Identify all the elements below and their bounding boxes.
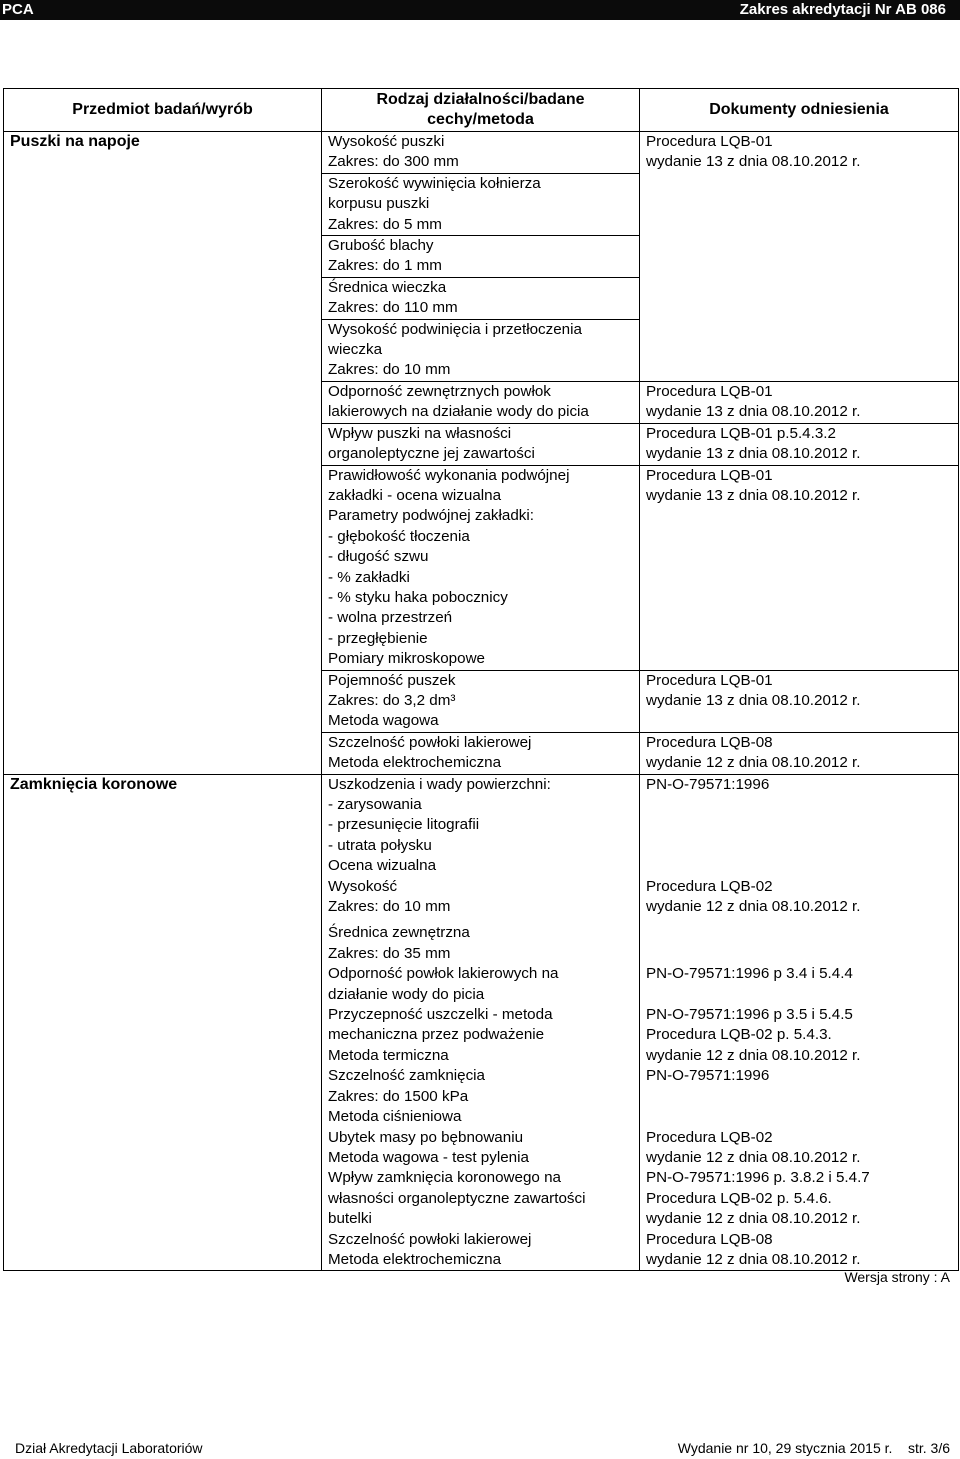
doc-cell [640, 423, 959, 465]
method-line: Przyczepność uszczelki - metoda [328, 1006, 553, 1024]
method-line: Zakres: do 10 mm [328, 898, 451, 916]
doc-line: wydanie 13 z dnia 08.10.2012 r. [646, 153, 861, 171]
method-line: Zakres: do 1500 kPa [328, 1087, 469, 1105]
table-row [4, 774, 959, 1271]
doc-cell [640, 732, 959, 774]
method-line: - przegłębienie [328, 629, 428, 647]
method-line: Zakres: do 35 mm [328, 944, 451, 962]
accreditation-table [3, 88, 959, 1271]
spacer [646, 856, 954, 876]
method-line: Odporność powłok lakierowych na [328, 965, 559, 983]
doc-line: PN-O-79571:1996 [646, 775, 770, 793]
method-line: Zakres: do 1 mm [328, 257, 442, 275]
doc-line: Procedura LQB-02 [646, 877, 773, 895]
method-cell [322, 132, 640, 382]
method-line: Ubytek masy po bębnowaniu [328, 1128, 524, 1146]
method-line: - utrata połysku [328, 836, 432, 854]
spacer [646, 836, 954, 856]
spacer [646, 795, 954, 815]
page-version-note: Wersja strony : A [844, 1269, 950, 1285]
method-line: Grubość blachy [328, 237, 434, 255]
method-line: Zakres: do 5 mm [328, 215, 442, 233]
method-cell [322, 774, 640, 1271]
method-line: Ocena wizualna [328, 857, 437, 875]
method-line: Metoda elektrochemiczna [328, 1250, 502, 1268]
footer-right: Wydanie nr 10, 29 stycznia 2015 r. str. 3/6 [677, 1440, 950, 1456]
doc-cell [640, 670, 959, 732]
method-line: Szczelność zamknięcia [328, 1067, 485, 1085]
method-line: organoleptyczne jej zawartości [328, 445, 535, 463]
method-line: - długość szwu [328, 548, 429, 566]
method-line: Metoda wagowa [328, 712, 439, 730]
method-line: Metoda wagowa - test pylenia [328, 1148, 529, 1166]
table-header-row [4, 89, 959, 132]
method-line: Szczelność powłoki lakierowej [328, 733, 532, 751]
doc-line: Procedura LQB-01 [646, 466, 773, 484]
subject-cell [4, 774, 322, 1271]
method-line: Odporność zewnętrznych powłok [328, 382, 551, 400]
table-row [4, 132, 959, 382]
method-cell [322, 423, 640, 465]
method-line: korpusu puszki [328, 195, 430, 213]
method-line: - % zakładki [328, 568, 410, 586]
doc-line: PN-O-79571:1996 p 3.4 i 5.4.4 [646, 965, 853, 983]
method-line: Parametry podwójnej zakładki: [328, 507, 534, 525]
method-line: Szczelność powłoki lakierowej [328, 1230, 532, 1248]
method-line: - głębokość tłoczenia [328, 527, 470, 545]
header-bar [0, 0, 960, 20]
method-line: działanie wody do picia [328, 985, 485, 1003]
subject-cell [4, 132, 322, 775]
method-line: Prawidłowość wykonania podwójnej [328, 466, 570, 484]
method-line: Wysokość puszki [328, 133, 445, 150]
doc-line: wydanie 12 z dnia 08.10.2012 r. [646, 898, 861, 916]
method-cell [322, 465, 640, 670]
spacer [646, 1107, 954, 1127]
method-line: wieczka [328, 341, 383, 359]
method-line: - % styku haka pobocznicy [328, 588, 508, 606]
method-line: Zakres: do 300 mm [328, 153, 459, 171]
doc-line: Procedura LQB-08 [646, 733, 773, 751]
doc-line: wydanie 12 z dnia 08.10.2012 r. [646, 1250, 861, 1268]
method-line: Średnica wieczka [328, 278, 447, 296]
doc-line: Procedura LQB-02 p. 5.4.6. [646, 1189, 832, 1207]
doc-cell [640, 774, 959, 1271]
method-line: Wpływ puszki na własności [328, 424, 512, 442]
spacer [646, 944, 954, 964]
doc-line: wydanie 12 z dnia 08.10.2012 r. [646, 754, 861, 772]
doc-line: wydanie 12 z dnia 08.10.2012 r. [646, 1148, 861, 1166]
col-header-method: Rodzaj działalności/badane cechy/metoda [322, 89, 640, 132]
doc-line: wydanie 12 z dnia 08.10.2012 r. [646, 1210, 861, 1228]
doc-cell [640, 132, 959, 382]
col-header-subject: Przedmiot badań/wyrób [4, 89, 322, 132]
spacer [646, 1087, 954, 1107]
doc-line: Procedura LQB-01 [646, 382, 773, 400]
doc-cell [640, 465, 959, 670]
spacer [646, 815, 954, 835]
method-line: - wolna przestrzeń [328, 609, 453, 627]
doc-line: Procedura LQB-01 p.5.4.3.2 [646, 424, 836, 442]
doc-line: Procedura LQB-08 [646, 1230, 773, 1248]
method-line: zakładki - ocena wizualna [328, 486, 502, 504]
method-line: Pomiary mikroskopowe [328, 650, 485, 668]
doc-line: Procedura LQB-02 p. 5.4.3. [646, 1026, 832, 1044]
method-line: Średnica zewnętrzna [328, 924, 470, 942]
method-line: Zakres: do 10 mm [328, 361, 451, 379]
doc-line: wydanie 13 z dnia 08.10.2012 r. [646, 486, 861, 504]
doc-line: Procedura LQB-01 [646, 671, 773, 689]
subject-label: Zamknięcia koronowe [10, 775, 178, 793]
method-line: Zakres: do 110 mm [328, 299, 458, 317]
method-line: Wpływ zamknięcia koronowego na [328, 1169, 561, 1187]
doc-line: wydanie 13 z dnia 08.10.2012 r. [646, 445, 861, 463]
method-line: Szerokość wywinięcia kołnierza [328, 174, 541, 192]
spacer [646, 923, 954, 943]
method-line: - zarysowania [328, 796, 422, 813]
method-line: Zakres: do 3,2 dm³ [328, 691, 456, 709]
method-line: Wysokość podwinięcia i przetłoczenia [328, 320, 582, 338]
subject-label: Puszki na napoje [10, 133, 140, 150]
footer-left: Dział Akredytacji Laboratoriów [15, 1440, 203, 1456]
method-line: Metoda termiczna [328, 1046, 449, 1064]
method-line: Pojemność puszek [328, 671, 456, 689]
method-cell [322, 670, 640, 732]
doc-line: wydanie 13 z dnia 08.10.2012 r. [646, 691, 861, 709]
doc-line: Procedura LQB-02 [646, 1128, 773, 1146]
doc-line: wydanie 12 z dnia 08.10.2012 r. [646, 1046, 861, 1064]
method-line: butelki [328, 1210, 372, 1228]
doc-line: PN-O-79571:1996 p. 3.8.2 i 5.4.7 [646, 1169, 870, 1187]
doc-line: PN-O-79571:1996 [646, 1067, 770, 1085]
method-line: Wysokość [328, 877, 398, 895]
method-line: Uszkodzenia i wady powierzchni: [328, 775, 551, 793]
page-footer [15, 1440, 950, 1456]
method-line: mechaniczna przez podważenie [328, 1026, 545, 1044]
header-right: Zakres akredytacji Nr AB 086 [739, 1, 946, 18]
doc-line: PN-O-79571:1996 p 3.5 i 5.4.5 [646, 1006, 853, 1024]
header-left: PCA [2, 1, 34, 18]
method-cell [322, 732, 640, 774]
doc-cell [640, 381, 959, 423]
method-line: lakierowych na działanie wody do picia [328, 403, 589, 421]
method-line: - przesunięcie litografii [328, 816, 480, 834]
method-line: własności organoleptyczne zawartości [328, 1189, 586, 1207]
method-line: Metoda ciśnieniowa [328, 1108, 462, 1126]
doc-line: Procedura LQB-01 [646, 133, 773, 150]
method-cell [322, 381, 640, 423]
method-line: Metoda elektrochemiczna [328, 754, 502, 772]
doc-line: wydanie 13 z dnia 08.10.2012 r. [646, 403, 861, 421]
col-header-docs: Dokumenty odniesienia [640, 89, 959, 132]
spacer [646, 985, 954, 1005]
